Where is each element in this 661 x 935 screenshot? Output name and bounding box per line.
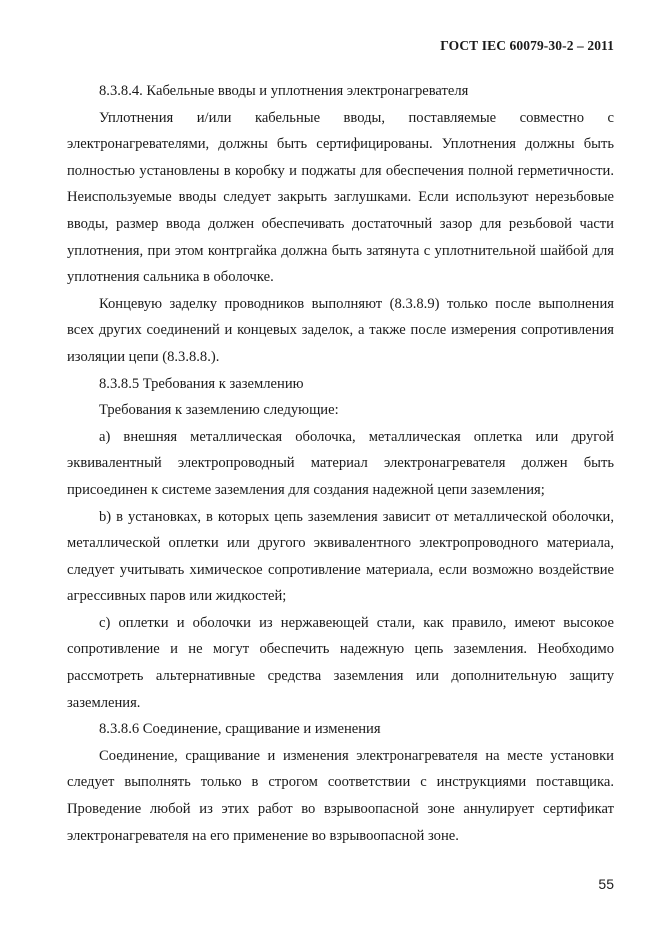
section-heading-8-3-8-6: 8.3.8.6 Соединение, сращивание и изменения: [99, 721, 381, 738]
standard-header: ГОСТ IEC 60079-30-2 – 2011: [440, 38, 614, 53]
document-body: [67, 78, 614, 849]
page-number: 55: [598, 876, 614, 892]
paragraph-grounding-intro: Требования к заземлению следующие:: [99, 402, 339, 419]
list-item-c: c) оплетки и оболочки из нержавеющей стали, как правило, имеют высокое сопротивление и не могут обеспечить надежную цепь заземления. Необходимо рассмотреть альтернативные средства заземления или дополнительную защиту заземления.: [67, 614, 614, 711]
paragraph-seals-requirements: Уплотнения и/или кабельные вводы, поставляемые совместно с электронагревателями, должны быть сертифицированы. Уплотнения должны быть полностью установлены в коробку и поджаты для обеспечения полной герметичности. Неиспользуемые вводы следует закрыть заглушками. Если используют нерезьбовые вводы, размер ввода должен обеспечивать достаточный зазор для резьбовой части уплотнения, при этом контргайка должна быть затянута с уплотнительной шайбой для уплотнения сальника в оболочке.: [67, 109, 614, 286]
list-item-b: b) в установках, в которых цепь заземления зависит от металлической оболочки, металлической оплетки или другого эквивалентного электропроводного материала, следует учитывать химическое сопротивление материала, если возможно воздействие агрессивных паров или жидкостей;: [67, 508, 614, 605]
list-item-a: a) внешняя металлическая оболочка, металлическая оплетка или другой эквивалентный электропроводный материал электронагревателя должен быть присоединен к системе заземления для создания надежной цепи заземления;: [67, 428, 614, 498]
paragraph-termination: Концевую заделку проводников выполняют (8.3.8.9) только после выполнения всех других соединений и концевых заделок, а также после измерения сопротивления изоляции цепи (8.3.8.8.).: [67, 295, 614, 365]
section-heading-8-3-8-4: 8.3.8.4. Кабельные вводы и уплотнения электронагревателя: [99, 83, 469, 99]
section-heading-8-3-8-5: 8.3.8.5 Требования к заземлению: [99, 375, 304, 392]
paragraph-splicing: Соединение, сращивание и изменения электронагревателя на месте установки следует выполнять только в строгом соответствии с инструкциями поставщика. Проведение любой из этих работ во взрывоопасной зоне аннулирует сертификат электронагревателя на его применение во взрывоопасной зоне.: [67, 747, 614, 844]
